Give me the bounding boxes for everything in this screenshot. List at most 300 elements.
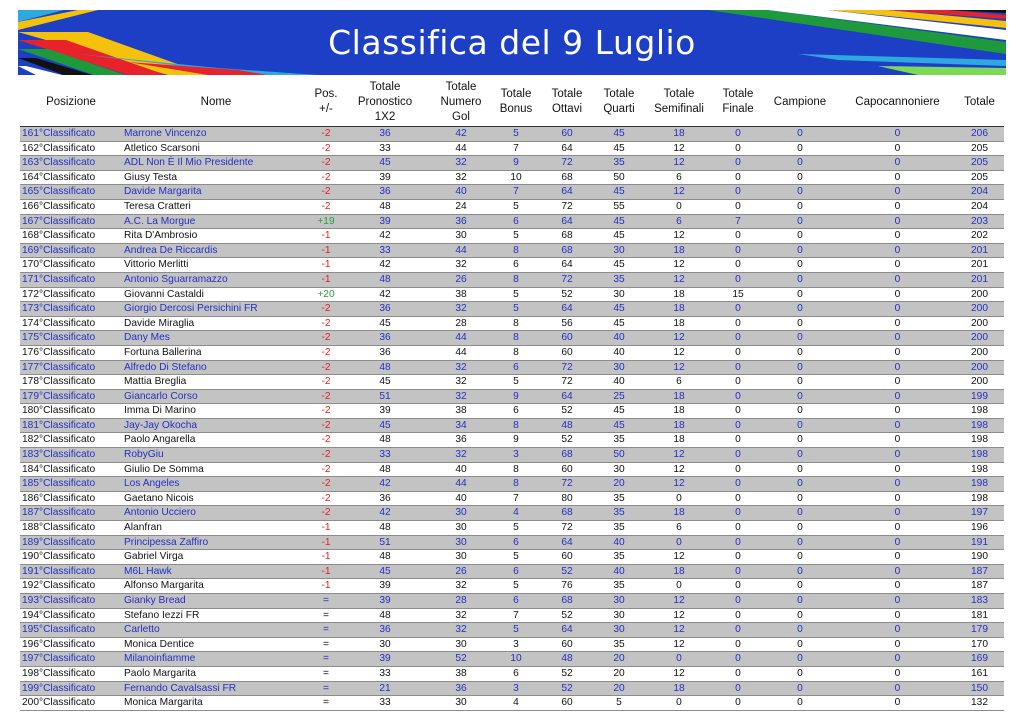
cell-finale: 0 bbox=[735, 449, 741, 461]
column-header-line: Totale bbox=[500, 88, 532, 100]
cell-campione: 0 bbox=[797, 361, 803, 373]
cell-totale: 187 bbox=[971, 565, 988, 577]
cell-totale: 169 bbox=[971, 653, 988, 665]
cell-totale: 200 bbox=[971, 361, 988, 373]
cell-totale: 198 bbox=[971, 419, 988, 431]
cell-finale: 0 bbox=[735, 565, 741, 577]
cell-nome: M6L Hawk bbox=[124, 565, 172, 577]
cell-campione: 0 bbox=[797, 273, 803, 285]
cell-nome: Giovanni Castaldi bbox=[124, 288, 204, 300]
cell-pronostico: 36 bbox=[379, 492, 391, 504]
cell-ottavi: 52 bbox=[561, 565, 573, 577]
cell-quarti: 20 bbox=[613, 667, 625, 679]
cell-finale: 0 bbox=[735, 186, 741, 198]
cell-campione: 0 bbox=[797, 522, 803, 534]
table-row bbox=[20, 565, 1004, 580]
cell-bonus: 5 bbox=[513, 551, 519, 563]
cell-campione: 0 bbox=[797, 609, 803, 621]
cell-totale: 203 bbox=[971, 215, 988, 227]
cell-nome: Gaetano Nicois bbox=[124, 492, 194, 504]
cell-ottavi: 80 bbox=[561, 492, 573, 504]
cell-semifinali: 12 bbox=[673, 157, 685, 169]
cell-pos-change: = bbox=[323, 638, 329, 650]
cell-numero-gol: 32 bbox=[455, 390, 467, 402]
cell-totale: 198 bbox=[971, 463, 988, 475]
cell-bonus: 8 bbox=[513, 244, 519, 256]
cell-capocannoniere: 0 bbox=[894, 200, 901, 212]
cell-ottavi: 52 bbox=[561, 288, 573, 300]
cell-ottavi: 60 bbox=[561, 128, 573, 139]
column-header-line: Campione bbox=[773, 95, 827, 108]
cell-posizione: 172°Classificato bbox=[22, 288, 96, 300]
cell-pronostico: 45 bbox=[379, 376, 391, 388]
cell-campione: 0 bbox=[797, 492, 803, 504]
cell-pronostico: 42 bbox=[379, 478, 391, 490]
cell-finale: 0 bbox=[735, 551, 741, 563]
cell-pronostico: 33 bbox=[379, 142, 391, 154]
cell-pronostico: 48 bbox=[379, 434, 391, 446]
cell-posizione: 190°Classificato bbox=[22, 551, 96, 563]
cell-pronostico: 48 bbox=[379, 551, 391, 563]
cell-numero-gol: 36 bbox=[455, 434, 467, 446]
table-row bbox=[20, 361, 1004, 376]
cell-numero-gol: 40 bbox=[455, 492, 467, 504]
cell-bonus: 7 bbox=[513, 609, 519, 621]
cell-numero-gol: 32 bbox=[455, 171, 467, 183]
cell-ottavi: 64 bbox=[561, 142, 573, 154]
table-row bbox=[20, 200, 1004, 215]
cell-semifinali: 12 bbox=[673, 186, 685, 198]
table-row bbox=[20, 302, 1004, 317]
cell-capocannoniere: 0 bbox=[894, 667, 901, 679]
cell-pronostico: 48 bbox=[379, 609, 391, 621]
column-header-nome bbox=[122, 78, 310, 126]
page-title: Classifica del 9 Luglio bbox=[328, 23, 696, 62]
table-row bbox=[20, 536, 1004, 551]
cell-nome: Antonio Sguarramazzo bbox=[124, 273, 228, 285]
cell-campione: 0 bbox=[797, 390, 803, 402]
cell-pronostico: 42 bbox=[379, 288, 391, 300]
cell-bonus: 8 bbox=[513, 332, 519, 344]
cell-campione: 0 bbox=[797, 624, 803, 636]
cell-posizione: 169°Classificato bbox=[22, 244, 96, 256]
cell-capocannoniere: 0 bbox=[894, 595, 901, 606]
table-row bbox=[20, 419, 1004, 434]
table-row bbox=[20, 390, 1004, 405]
cell-campione: 0 bbox=[797, 449, 803, 461]
cell-bonus: 9 bbox=[513, 157, 519, 169]
cell-semifinali: 12 bbox=[673, 273, 685, 285]
cell-bonus: 5 bbox=[513, 624, 519, 636]
cell-nome: Paolo Angarella bbox=[124, 434, 196, 446]
cell-totale: 198 bbox=[971, 434, 988, 446]
cell-semifinali: 18 bbox=[673, 507, 685, 519]
column-header-line: Semifinali bbox=[654, 103, 704, 115]
cell-pos-change: -2 bbox=[321, 346, 331, 358]
cell-capocannoniere: 0 bbox=[894, 434, 901, 446]
cell-numero-gol: 44 bbox=[455, 346, 467, 358]
cell-nome: Monica Margarita bbox=[124, 697, 203, 709]
cell-pos-change: = bbox=[323, 609, 329, 621]
cell-pos-change: -2 bbox=[321, 419, 331, 431]
cell-pos-change: = bbox=[323, 667, 329, 679]
cell-nome: Stefano Iezzi FR bbox=[124, 609, 200, 621]
cell-ottavi: 52 bbox=[561, 405, 573, 417]
cell-posizione: 196°Classificato bbox=[22, 638, 96, 650]
cell-totale: 161 bbox=[971, 667, 988, 679]
cell-quarti: 20 bbox=[613, 478, 625, 490]
table-row bbox=[20, 288, 1004, 303]
cell-nome: ADL Non È Il Mio Presidente bbox=[124, 157, 254, 169]
cell-finale: 0 bbox=[735, 653, 741, 665]
cell-pos-change: -2 bbox=[321, 317, 331, 329]
cell-campione: 0 bbox=[797, 580, 803, 592]
cell-pos-change: -2 bbox=[321, 376, 331, 388]
cell-numero-gol: 32 bbox=[455, 259, 467, 271]
cell-campione: 0 bbox=[797, 303, 803, 315]
cell-pos-change: -1 bbox=[321, 230, 331, 242]
cell-semifinali: 6 bbox=[676, 376, 682, 388]
cell-ottavi: 64 bbox=[561, 259, 573, 271]
cell-ottavi: 64 bbox=[561, 215, 573, 227]
cell-quarti: 35 bbox=[613, 273, 625, 285]
cell-totale: 200 bbox=[971, 317, 988, 329]
cell-pronostico: 45 bbox=[379, 565, 391, 577]
column-header-line: Totale bbox=[603, 88, 635, 100]
cell-finale: 0 bbox=[735, 128, 741, 139]
cell-campione: 0 bbox=[797, 346, 803, 358]
cell-finale: 0 bbox=[735, 157, 741, 169]
cell-posizione: 200°Classificato bbox=[22, 697, 96, 709]
cell-ottavi: 72 bbox=[561, 361, 573, 373]
cell-posizione: 171°Classificato bbox=[22, 273, 96, 285]
cell-bonus: 9 bbox=[513, 390, 519, 402]
cell-ottavi: 60 bbox=[561, 551, 573, 563]
cell-finale: 0 bbox=[735, 405, 741, 417]
cell-bonus: 5 bbox=[513, 288, 519, 300]
cell-semifinali: 0 bbox=[676, 200, 682, 212]
column-header-line: Totale bbox=[663, 88, 695, 100]
cell-numero-gol: 32 bbox=[455, 624, 467, 636]
cell-quarti: 35 bbox=[613, 492, 625, 504]
cell-finale: 0 bbox=[735, 200, 741, 212]
cell-semifinali: 12 bbox=[673, 478, 685, 490]
cell-semifinali: 0 bbox=[676, 653, 682, 665]
cell-pronostico: 36 bbox=[379, 346, 391, 358]
cell-numero-gol: 28 bbox=[455, 595, 467, 606]
table-row bbox=[20, 550, 1004, 565]
cell-capocannoniere: 0 bbox=[894, 697, 901, 709]
cell-nome: Gabriel Virga bbox=[124, 551, 184, 563]
cell-quarti: 45 bbox=[613, 128, 625, 139]
cell-nome: Mattia Breglia bbox=[124, 376, 187, 388]
cell-nome: Dany Mes bbox=[124, 332, 170, 344]
table-row bbox=[20, 244, 1004, 259]
cell-capocannoniere: 0 bbox=[894, 346, 901, 358]
cell-capocannoniere: 0 bbox=[894, 492, 901, 504]
cell-bonus: 10 bbox=[510, 653, 522, 665]
cell-nome: Jay-Jay Okocha bbox=[124, 419, 198, 431]
cell-quarti: 30 bbox=[613, 288, 625, 300]
cell-pos-change: -1 bbox=[321, 244, 331, 256]
cell-numero-gol: 44 bbox=[455, 478, 467, 490]
cell-pronostico: 48 bbox=[379, 361, 391, 373]
cell-quarti: 45 bbox=[613, 186, 625, 198]
cell-ottavi: 52 bbox=[561, 434, 573, 446]
cell-ottavi: 72 bbox=[561, 157, 573, 169]
cell-posizione: 180°Classificato bbox=[22, 405, 96, 417]
column-header-capocannoniere bbox=[840, 78, 955, 126]
cell-totale: 196 bbox=[971, 522, 988, 534]
cell-totale: 204 bbox=[971, 200, 988, 212]
cell-campione: 0 bbox=[797, 595, 803, 606]
cell-numero-gol: 44 bbox=[455, 142, 467, 154]
cell-posizione: 174°Classificato bbox=[22, 317, 96, 329]
cell-pronostico: 45 bbox=[379, 157, 391, 169]
cell-quarti: 50 bbox=[613, 171, 625, 183]
cell-numero-gol: 30 bbox=[455, 230, 467, 242]
cell-pronostico: 45 bbox=[379, 317, 391, 329]
cell-numero-gol: 32 bbox=[455, 609, 467, 621]
cell-campione: 0 bbox=[797, 507, 803, 519]
cell-posizione: 178°Classificato bbox=[22, 376, 96, 388]
cell-capocannoniere: 0 bbox=[894, 390, 901, 402]
cell-semifinali: 18 bbox=[673, 434, 685, 446]
cell-pos-change: = bbox=[323, 653, 329, 665]
cell-campione: 0 bbox=[797, 186, 803, 198]
title-banner bbox=[18, 10, 1006, 75]
cell-finale: 0 bbox=[735, 624, 741, 636]
cell-pronostico: 30 bbox=[379, 638, 391, 650]
cell-finale: 0 bbox=[735, 478, 741, 490]
cell-totale: 198 bbox=[971, 449, 988, 461]
cell-semifinali: 18 bbox=[673, 565, 685, 577]
cell-capocannoniere: 0 bbox=[894, 361, 901, 373]
cell-totale: 200 bbox=[971, 332, 988, 344]
cell-bonus: 6 bbox=[513, 405, 519, 417]
cell-nome: Antonio Ucciero bbox=[124, 507, 196, 519]
cell-quarti: 20 bbox=[613, 653, 625, 665]
cell-posizione: 198°Classificato bbox=[22, 667, 96, 679]
column-header-line: Totale bbox=[369, 80, 401, 93]
table-row bbox=[20, 404, 1004, 419]
cell-ottavi: 72 bbox=[561, 273, 573, 285]
cell-bonus: 3 bbox=[513, 449, 519, 461]
cell-finale: 0 bbox=[735, 682, 741, 694]
cell-ottavi: 64 bbox=[561, 536, 573, 548]
cell-pos-change: -2 bbox=[321, 405, 331, 417]
cell-posizione: 183°Classificato bbox=[22, 449, 96, 461]
cell-pos-change: +19 bbox=[317, 215, 335, 227]
cell-semifinali: 6 bbox=[676, 215, 682, 227]
cell-quarti: 35 bbox=[613, 507, 625, 519]
cell-campione: 0 bbox=[797, 478, 803, 490]
cell-campione: 0 bbox=[797, 332, 803, 344]
cell-semifinali: 0 bbox=[676, 536, 682, 548]
cell-numero-gol: 38 bbox=[455, 405, 467, 417]
column-header-line: Pos. bbox=[314, 88, 338, 100]
cell-semifinali: 12 bbox=[673, 463, 685, 475]
cell-numero-gol: 28 bbox=[455, 317, 467, 329]
cell-campione: 0 bbox=[797, 419, 803, 431]
column-header-posizione bbox=[20, 78, 122, 126]
cell-pos-change: -1 bbox=[321, 273, 331, 285]
cell-ottavi: 64 bbox=[561, 303, 573, 315]
cell-totale: 200 bbox=[971, 288, 988, 300]
cell-totale: 187 bbox=[971, 580, 988, 592]
cell-numero-gol: 24 bbox=[455, 200, 467, 212]
cell-numero-gol: 44 bbox=[455, 244, 467, 256]
cell-totale: 201 bbox=[971, 259, 988, 271]
cell-finale: 0 bbox=[735, 244, 741, 256]
column-header-line: Ottavi bbox=[551, 103, 583, 115]
cell-ottavi: 72 bbox=[561, 376, 573, 388]
table-row bbox=[20, 477, 1004, 492]
cell-semifinali: 12 bbox=[673, 624, 685, 636]
cell-capocannoniere: 0 bbox=[894, 405, 901, 417]
cell-quarti: 40 bbox=[613, 565, 625, 577]
cell-posizione: 181°Classificato bbox=[22, 419, 96, 431]
cell-capocannoniere: 0 bbox=[894, 303, 901, 315]
cell-posizione: 166°Classificato bbox=[22, 200, 96, 212]
cell-bonus: 7 bbox=[513, 186, 519, 198]
cell-numero-gol: 38 bbox=[455, 667, 467, 679]
column-header-line: Quarti bbox=[603, 103, 635, 115]
table-row bbox=[20, 156, 1004, 171]
cell-pos-change: -2 bbox=[321, 507, 331, 519]
cell-finale: 0 bbox=[735, 273, 741, 285]
cell-ottavi: 64 bbox=[561, 186, 573, 198]
cell-totale: 199 bbox=[971, 390, 988, 402]
cell-pos-change: -2 bbox=[321, 390, 331, 402]
cell-finale: 15 bbox=[732, 288, 744, 300]
cell-campione: 0 bbox=[797, 405, 803, 417]
cell-semifinali: 6 bbox=[676, 171, 682, 183]
cell-quarti: 30 bbox=[613, 595, 625, 606]
cell-nome: Monica Dentice bbox=[124, 638, 195, 650]
table-row bbox=[20, 229, 1004, 244]
cell-quarti: 45 bbox=[613, 419, 625, 431]
cell-capocannoniere: 0 bbox=[894, 171, 901, 183]
cell-nome: Fortuna Ballerina bbox=[124, 346, 202, 358]
cell-bonus: 8 bbox=[513, 463, 519, 475]
cell-pronostico: 48 bbox=[379, 463, 391, 475]
cell-capocannoniere: 0 bbox=[894, 449, 901, 461]
cell-pronostico: 33 bbox=[379, 667, 391, 679]
cell-finale: 0 bbox=[735, 419, 741, 431]
cell-ottavi: 68 bbox=[561, 595, 573, 606]
cell-finale: 0 bbox=[735, 259, 741, 271]
cell-campione: 0 bbox=[797, 697, 803, 709]
cell-pronostico: 42 bbox=[379, 507, 391, 519]
cell-ottavi: 72 bbox=[561, 522, 573, 534]
cell-semifinali: 18 bbox=[673, 128, 685, 139]
cell-nome: Gianky Bread bbox=[124, 595, 186, 606]
cell-capocannoniere: 0 bbox=[894, 244, 901, 256]
cell-quarti: 35 bbox=[613, 551, 625, 563]
cell-pos-change: -2 bbox=[321, 361, 331, 373]
column-header-line: Capocannoniere bbox=[855, 95, 940, 108]
cell-ottavi: 68 bbox=[561, 230, 573, 242]
cell-pos-change: -2 bbox=[321, 449, 331, 461]
cell-semifinali: 18 bbox=[673, 682, 685, 694]
column-header-line: Totale bbox=[722, 88, 754, 100]
cell-finale: 0 bbox=[735, 580, 741, 592]
cell-totale: 198 bbox=[971, 478, 988, 490]
cell-semifinali: 0 bbox=[676, 580, 682, 592]
cell-capocannoniere: 0 bbox=[894, 463, 901, 475]
cell-campione: 0 bbox=[797, 157, 803, 169]
cell-posizione: 185°Classificato bbox=[22, 478, 96, 490]
cell-pronostico: 39 bbox=[379, 595, 391, 606]
cell-pos-change: -1 bbox=[321, 259, 331, 271]
cell-pronostico: 48 bbox=[379, 522, 391, 534]
cell-pronostico: 45 bbox=[379, 419, 391, 431]
cell-totale: 205 bbox=[971, 171, 988, 183]
cell-bonus: 10 bbox=[510, 171, 522, 183]
cell-finale: 0 bbox=[735, 434, 741, 446]
cell-pronostico: 33 bbox=[379, 244, 391, 256]
cell-bonus: 3 bbox=[513, 638, 519, 650]
cell-bonus: 6 bbox=[513, 667, 519, 679]
cell-pos-change: -1 bbox=[321, 536, 331, 548]
cell-posizione: 184°Classificato bbox=[22, 463, 96, 475]
cell-semifinali: 12 bbox=[673, 551, 685, 563]
cell-posizione: 194°Classificato bbox=[22, 609, 96, 621]
cell-bonus: 8 bbox=[513, 273, 519, 285]
cell-pronostico: 36 bbox=[379, 624, 391, 636]
column-header-campione bbox=[760, 78, 840, 126]
cell-finale: 0 bbox=[735, 638, 741, 650]
cell-posizione: 189°Classificato bbox=[22, 536, 96, 548]
cell-quarti: 40 bbox=[613, 332, 625, 344]
cell-finale: 0 bbox=[735, 492, 741, 504]
cell-nome: Giusy Testa bbox=[124, 171, 178, 183]
cell-semifinali: 12 bbox=[673, 638, 685, 650]
cell-pos-change: = bbox=[323, 682, 329, 694]
cell-posizione: 173°Classificato bbox=[22, 303, 96, 315]
cell-quarti: 55 bbox=[613, 200, 625, 212]
cell-totale: 202 bbox=[971, 230, 988, 242]
cell-capocannoniere: 0 bbox=[894, 624, 901, 636]
cell-posizione: 167°Classificato bbox=[22, 215, 96, 227]
cell-nome: Davide Miraglia bbox=[124, 317, 195, 329]
cell-quarti: 30 bbox=[613, 361, 625, 373]
table-row bbox=[20, 623, 1004, 638]
cell-numero-gol: 30 bbox=[455, 638, 467, 650]
cell-posizione: 191°Classificato bbox=[22, 565, 96, 577]
table-row bbox=[20, 652, 1004, 667]
cell-campione: 0 bbox=[797, 128, 803, 139]
column-header-line: Nome bbox=[200, 95, 232, 108]
table-row bbox=[20, 609, 1004, 624]
cell-totale: 205 bbox=[971, 142, 988, 154]
cell-quarti: 45 bbox=[613, 317, 625, 329]
column-header-line: Posizione bbox=[46, 95, 96, 108]
cell-totale: 183 bbox=[971, 595, 988, 606]
cell-posizione: 187°Classificato bbox=[22, 507, 96, 519]
table-row bbox=[20, 638, 1004, 653]
cell-pos-change: = bbox=[323, 697, 329, 709]
cell-ottavi: 64 bbox=[561, 624, 573, 636]
cell-totale: 132 bbox=[971, 697, 988, 709]
table-row bbox=[20, 506, 1004, 521]
cell-semifinali: 18 bbox=[673, 317, 685, 329]
cell-nome: Alfredo Di Stefano bbox=[124, 361, 207, 373]
cell-ottavi: 56 bbox=[561, 317, 573, 329]
cell-posizione: 161°Classificato bbox=[22, 128, 96, 139]
cell-nome: Andrea De Riccardis bbox=[124, 244, 218, 256]
